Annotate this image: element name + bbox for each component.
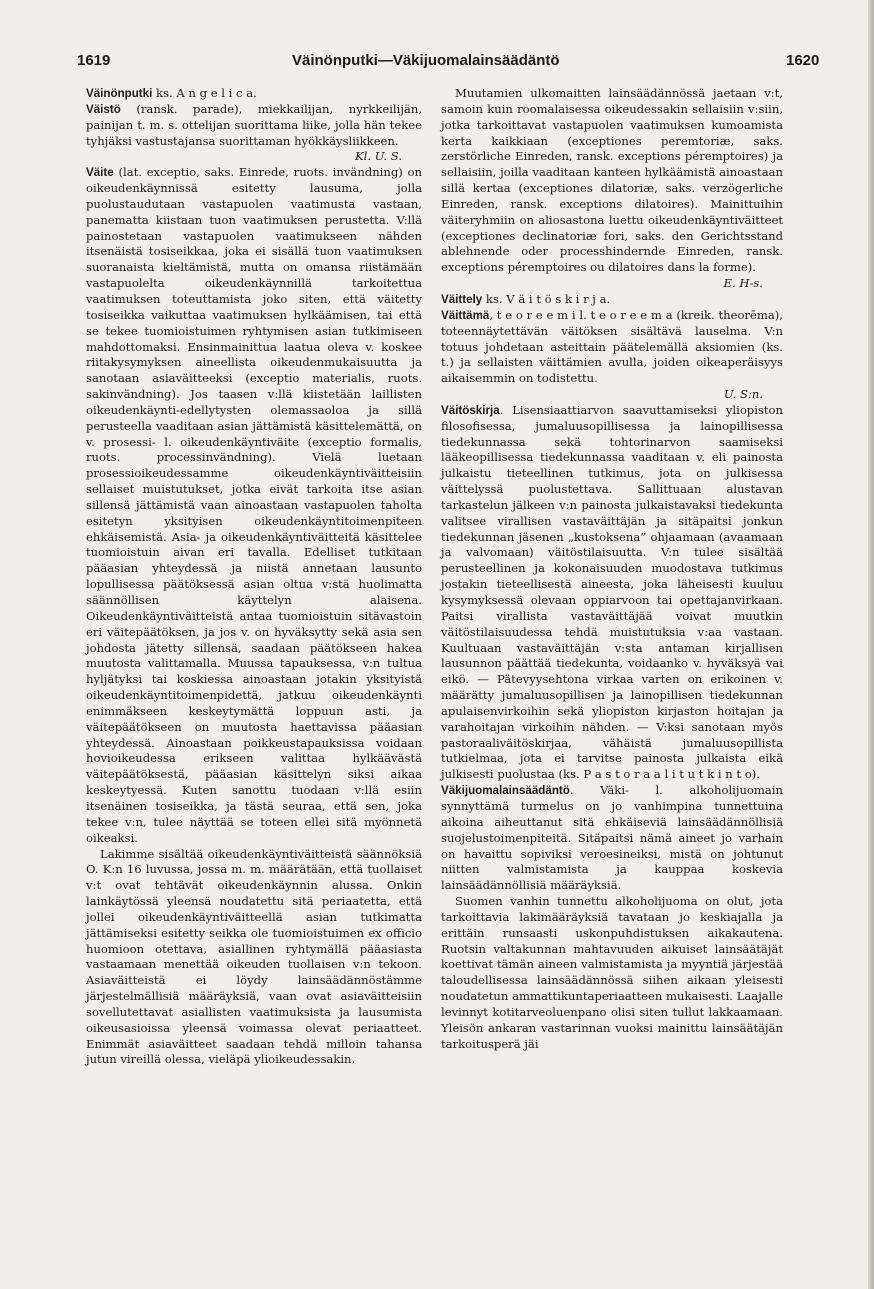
headword: Väistö [86, 102, 121, 116]
headword: Väittämä [441, 308, 490, 322]
entry-vaitoskirja [441, 403, 783, 783]
paragraph: Lakimme sisältää oikeudenkäyntiväitteistä säännöksiä O. K:n 16 luvussa, jossa m. m. määrätään, että tuollaiset v:t ovat tehtävät oikeudenkäynnin alussa. Onkin lainkäytössä yleensä noudatettu sitä periaatetta, että jollei oikeudenkäyntiväitteellä asian tutkimatta jättämiseksi esitetty seikka ole tuomioistuimen ex officio huomioon otettava, asiallinen ryhtymällä pääasiasta vastaamaan menettää oikeuden tuollaisen v:n tekoon. Asiaväitteistä ei löydy lainsäädännöstämme järjestelmällisiä määräyksiä, vaan ovat asiaväitteisiin sovellutettavat asiallisten vaatimuksista ja lausumista oikeusasioissa yleensä voimassa olevat periaatteet. Enimmät asiaväitteet saadaan tehdä milloin tahansa jutun vireillä olessa, vieläpä ylioikeudessakin. [86, 846, 422, 1067]
page-number-left: 1619 [77, 52, 111, 69]
headword: Väittely [441, 292, 483, 306]
author-signature: E. H-s. [723, 276, 763, 291]
entry-text: , t e o r e e m i l. t e o r e e m a (kreik. theorēma), toteennäytettävän väitöksen sisältävä lauselma. V:n totuus johdetaan asteittain päätelemällä aksiomien (ks. t.) ja sellaisten väittämien avulla, joiden oikeaperäisyys aikaisemmin on todistettu. [441, 307, 783, 386]
entry-text: . Väki- l. alkoholijuomain synnyttämä turmelus on jo vanhimpina tunnettuina aikoina aiheuttanut sitä ehkäiseviä lainsäädännöllisiä suojelustoimenpiteitä. Sitäpaitsi nämä aineet jo varhain on havaittu sopiviksi veroesineiksi, mistä on johtunut niitten valmistamista ja kauppaa koskevia lainsäädännöllisiä määräyksiä. [441, 783, 783, 893]
entry-vaite [86, 165, 422, 846]
paragraph: Suomen vanhin tunnettu alkoholijuoma on olut, jota tarkoittavia lakimääräyksiä tavataan jo keskiajalla ja erittäin runsaasti uskonpuhdistuksen aikakautena. Ruotsin valtakunnan mahtavuuden aikuiset lainsäätäjät koettivat tämän aineen valmistamista ja myyntiä järjestää taloudellisessa lainsäädännössä siihen aikaan yleisesti noudatetun ammattikuntaperiaatteen mukaisesti. Laajalle levinnyt kotitarveoluenpano olisi siten tullut lakkaamaan. Yleisön ankaran vastarinnan vuoksi mainittu lainsäätäjän tarkoitusperä jäi [441, 894, 783, 1051]
page-number-right: 1620 [786, 52, 820, 69]
author-signature: Kl. U. S. [354, 149, 402, 164]
entry-text: . Lisensiaattiarvon saavuttamiseksi yliopiston filosofisessa, jumaluusopillisessa ja lainopillisessa tiedekunnassa sekä tohtorinarvon saamiseksi lääkeopillisessa tiedekunnassa vaaditaan v. eli painosta julkaistu tieteellinen tutkimus, jota on julkisessa väittelyssä puolustettava. Sallittuaan alustavan tarkastelun jälkeen v:n painosta julkaistavaksi tiedekunta valitsee virallisen vastaväittäjän ja sitäpaitsi jonkun tiedekunnan jäsenen „kustoksena” ohjaamaan (avaamaan ja valvomaan) väitöstilaisuutta. V:n tulee sisältää perusteellinen ja kokonaisuuden muodostava tutkimus jostakin tieteellisestä aineesta, joka läheisesti kuuluu kysymyksessä olevaan oppiarvoon tai opettajanvirkaan. Paitsi virallista vastaväittäjää voivat muutkin väitöstilaisuudessa tehdä muistutuksia v:aa vastaan. Kuultuaan vastaväittäjän v:sta antaman kirjallisen lausunnon päättää tiedekunta, voidaanko v. hyväksyä vai eikö. — Pätevyysehtona virkaa varten on erikoinen v. määrätty jumaluusopillisen ja lainopillisen tiedekunnan apulaisenvirkoihin sekä yliopiston kirjaston hoitajan ja varahoitajan virkoihin nähden. — V:ksi sanotaan myös pastoraaliväitöskirjaa, vähäistä jumaluusopillista tutkielmaa, jota ei tarvitse painosta julkaista eikä julkisesti puolustaa (ks. P a s t o r a a l i t u t k i n t o). [441, 402, 783, 782]
headword: Väkijuomalainsäädäntö [441, 784, 570, 798]
paragraph [441, 86, 783, 292]
author-signature: U. S:n. [723, 387, 763, 402]
running-title: Väinönputki—Väkijuomalainsäädäntö [292, 52, 560, 69]
entry-text: ks. A n g e l i c a. [152, 86, 257, 100]
entry-text: (lat. exceptio, saks. Einrede, ruots. invändning) on oikeudenkäynnissä esitetty lausuma, jolla puolustaudutaan vastapuolen vaatimusta vastaan, panematta kiistaan tuon vaatimuksen perustetta. V:llä painostetaan vastapuolen vaatimukseen nähden itsenäistä tosiseikkaa, joka ei sisällä tuon vaatimuksen suoranaista kieltämistä, mutta on omansa riistämään vastapuolelta oikeudenkäynnillä tarkoitettua vaatimuksen toteuttamista joko siten, että väitetty tosiseikka vaikuttaa vaatimuksen hylkäämisen, tai että se tekee tuomioistuimen ryhtymisen asian tutkimiseen mahdottomaksi. Ensinmainittua laatua oleva v. koskee riitakysymyksen aineellista oikeudenmukaisuutta ja sanotaan asiaväitteeksi (exceptio materialis, ruots. sakinvändning). Jos taasen v:llä kiistetään laillisten oikeudenkäynti-edellytysten olemassaoloa ja sillä perusteella vaaditaan asian jättämistä käsittelemättä, on v. prosessi- l. oikeudenkäyntiväite (exceptio formalis, ruots. processinvändning). Vielä luetaan prosessioikeudessamme oikeudenkäyntiväitteisiin sellaiset muistutukset, jotka eivät tarkoita itse asian sillensä jättämistä vaan ainoastaan vastapuolen taholta esitetyn yksityisen oikeudenkäyntitoimenpiteen ehkäisemistä. Asia- ja oikeudenkäyntiväitteitä käsittelee tuomioistuin aivan eri tavalla. Edelliset tutkitaan pääasian yhteydessä ja niistä annetaan lausunto lopullisessa päätöksessä asian oltua v:stä huolimatta säännöllisen käyttelyn alaisena. Oikeudenkäyntiväitteistä antaa tuomioistuin sitävastoin eri väitepäätöksen, ja jos v. on hyväksytty sekä asia sen johdosta jätetty sillensä, saadaan päätökseen hakea muutosta valittamalla. Muussa tapauksessa, v:n tultua hyljätyksi tai koskiessa ainoastaan jotakin yksityistä oikeudenkäyntitoimenpidettä, jatkuu oikeudenkäynti enimmäkseen keskeytymättä loppuun asti, ja väitepäätökseen on muutosta haettavissa pääasian yhteydessä. Ainoastaan poikkeustapauksissa voidaan hovioikeudessa erikseen valittaa hylkäävästä väitepäätöksestä, pääasian käsittelyn siksi aikaa keskeytyessä. Kuten sanottu tuodaan v:llä esiin itsenäinen tosiseikka, ja tästä seuraa, että sen, joka tekee v:n, tulee näyttää se toteen ellei sitä myönnetä oikeaksi. [86, 165, 422, 845]
entry-text: (ransk. parade), miekkailijan, nyrkkeilijän, painijan t. m. s. ottelijan suorittama liike, jolla hän tekee tyhjäksi vastustajansa suorittaman hyökkäysliikkeen. [86, 101, 422, 148]
right-column [441, 86, 783, 1052]
entry-text: ks. V ä i t ö s k i r j a. [482, 291, 611, 306]
page-header [0, 52, 874, 76]
left-column [86, 86, 422, 1068]
entry-vainonputki [86, 86, 422, 102]
headword: Väinönputki [86, 87, 153, 100]
headword: Väite [86, 166, 114, 180]
headword: Väitöskirja [441, 403, 500, 417]
page-edge [868, 0, 874, 1289]
entry-vakijuomalainsaadanto [441, 783, 783, 894]
entry-vaittama [441, 308, 783, 403]
entry-vaittely [441, 292, 783, 308]
entry-text: Muutamien ulkomaitten lainsäädännössä jaetaan v:t, samoin kuin roomalaisessa oikeudessakin sellaisiin v:siin, jotka tarkoittavat vastapuolen vaatimuksen kumoamista kerta kaikkiaan (exceptiones peremtoriæ, saks. zerstörliche Einreden, ransk. exceptions péremptoires) ja sellaisiin, joilla vaaditaan kanteen hylkäämistä ainoastaan sillä kertaa (exceptiones dilatoriæ, saks. verzögerliche Einreden, ransk. exceptions dilatoires). Mainittuihin väiteryhmiin on aliosastona luettu oikeudenkäyntiväitteet (exceptiones declinatoriæ fori, saks. den Gerichtsstand ablehnende oder processhindernde Einreden, ransk. exceptions péremptoires ou dilatoires dans la forme). [441, 86, 783, 275]
entry-vaisto [86, 102, 422, 165]
